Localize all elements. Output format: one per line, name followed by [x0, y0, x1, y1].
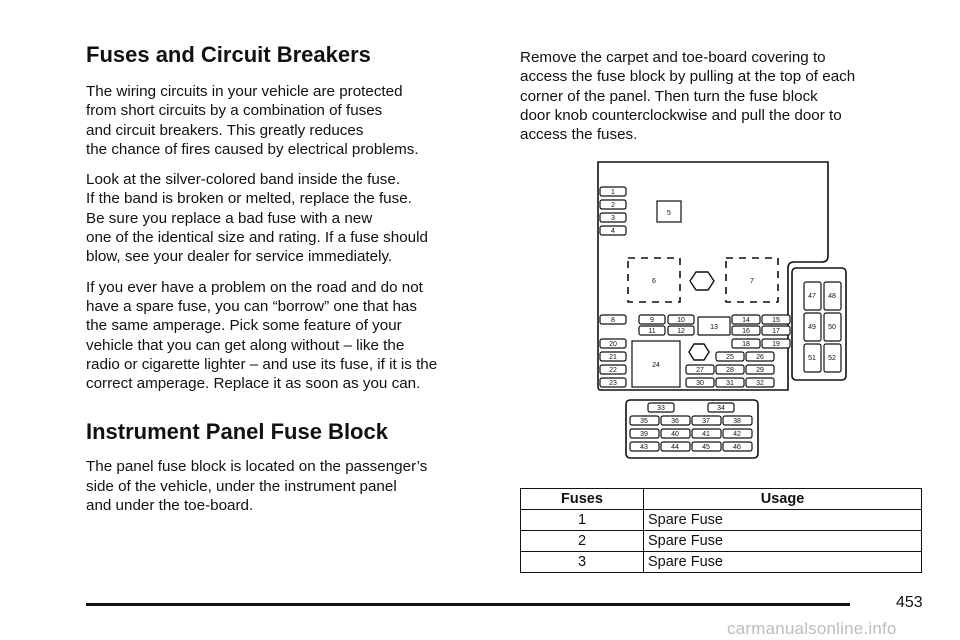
label-12: 12: [677, 328, 685, 335]
paragraph-borrow-fuse: If you ever have a problem on the road and do not have a spare fuse, you can “borrow” one that has the same amperage. Pick some feature of your vehicle that you can get along without – like the radio or cigarette lighter – and use its fuse, if it is the correct amperage. Replace it as soon as you can.: [86, 278, 438, 393]
label-42: 42: [733, 431, 741, 438]
header-fuses: Fuses: [521, 489, 644, 510]
label-44: 44: [671, 444, 679, 451]
label-35: 35: [640, 418, 648, 425]
label-31: 31: [726, 380, 734, 387]
label-39: 39: [640, 431, 648, 438]
paragraph-silver-band: Look at the silver-colored band inside the fuse. If the band is broken or melted, replace the fuse. Be sure you replace a bad fuse with a new one of the identical size and rating. If a fuse should blow, see your dealer for service immediately.: [86, 171, 428, 266]
page-number: 453: [896, 594, 923, 611]
left-column: [86, 42, 496, 526]
label-47: 47: [808, 293, 816, 300]
table-row: [521, 510, 922, 531]
label-38: 38: [733, 418, 741, 425]
label-29: 29: [756, 367, 764, 374]
label-4: 4: [611, 228, 615, 235]
cell-fuse: 3: [521, 552, 644, 573]
label-27: 27: [696, 367, 704, 374]
fuse-block-diagram: [596, 160, 852, 460]
label-30: 30: [696, 380, 704, 387]
label-37: 37: [702, 418, 710, 425]
label-25: 25: [726, 354, 734, 361]
heading-fuses-and-circuit-breakers: Fuses and Circuit Breakers: [86, 42, 371, 67]
label-36: 36: [671, 418, 679, 425]
door-knob-hex-upper: [690, 272, 714, 290]
cell-usage: Spare Fuse: [644, 552, 922, 573]
label-23: 23: [609, 380, 617, 387]
label-2: 2: [611, 202, 615, 209]
label-15: 15: [772, 317, 780, 324]
label-49: 49: [808, 324, 816, 331]
label-1: 1: [611, 189, 615, 196]
footer-rule: [86, 603, 850, 606]
label-22: 22: [609, 367, 617, 374]
cell-usage: Spare Fuse: [644, 531, 922, 552]
label-20: 20: [609, 341, 617, 348]
label-50: 50: [828, 324, 836, 331]
label-52: 52: [828, 355, 836, 362]
fuse-usage-table: [520, 488, 922, 573]
cell-fuse: 1: [521, 510, 644, 531]
watermark: carmanualsonline.info: [727, 619, 897, 638]
right-column: [520, 48, 924, 155]
cell-usage: Spare Fuse: [644, 510, 922, 531]
paragraph-wiring-circuits: The wiring circuits in your vehicle are protected from short circuits by a combination of fuses and circuit breakers. This greatly reduces the chance of fires caused by electrical problems.: [86, 83, 419, 158]
label-11: 11: [648, 328, 656, 335]
table-row: [521, 552, 922, 573]
label-3: 3: [611, 215, 615, 222]
table-row: [521, 531, 922, 552]
label-19: 19: [772, 341, 780, 348]
label-8: 8: [611, 317, 615, 324]
label-24: 24: [652, 362, 660, 369]
label-28: 28: [726, 367, 734, 374]
table-header-row: [521, 489, 922, 510]
label-51: 51: [808, 355, 816, 362]
label-32: 32: [756, 380, 764, 387]
heading-instrument-panel-fuse-block: Instrument Panel Fuse Block: [86, 419, 388, 445]
label-6: 6: [652, 278, 656, 285]
label-7: 7: [750, 278, 754, 285]
header-usage: Usage: [644, 489, 922, 510]
label-9: 9: [650, 317, 654, 324]
label-5: 5: [667, 210, 671, 217]
label-21: 21: [609, 354, 617, 361]
label-33: 33: [657, 405, 665, 412]
label-17: 17: [772, 328, 780, 335]
paragraph-remove-carpet: Remove the carpet and toe-board covering to access the fuse block by pulling at the top of each corner of the panel. Then turn the fuse block door knob counterclockwise and pull the door to access the fuses.: [520, 49, 856, 144]
label-45: 45: [702, 444, 710, 451]
label-48: 48: [828, 293, 836, 300]
cell-fuse: 2: [521, 531, 644, 552]
label-43: 43: [640, 444, 648, 451]
label-46: 46: [733, 444, 741, 451]
label-34: 34: [717, 405, 725, 412]
label-41: 41: [702, 431, 710, 438]
label-13: 13: [710, 324, 718, 331]
label-10: 10: [677, 317, 685, 324]
paragraph-fuse-block-location: The panel fuse block is located on the passenger’s side of the vehicle, under the instrument panel and under the toe-board.: [86, 458, 428, 515]
label-18: 18: [742, 341, 750, 348]
label-26: 26: [756, 354, 764, 361]
label-16: 16: [742, 328, 750, 335]
label-14: 14: [742, 317, 750, 324]
label-40: 40: [671, 431, 679, 438]
door-knob-hex-lower: [689, 344, 709, 360]
